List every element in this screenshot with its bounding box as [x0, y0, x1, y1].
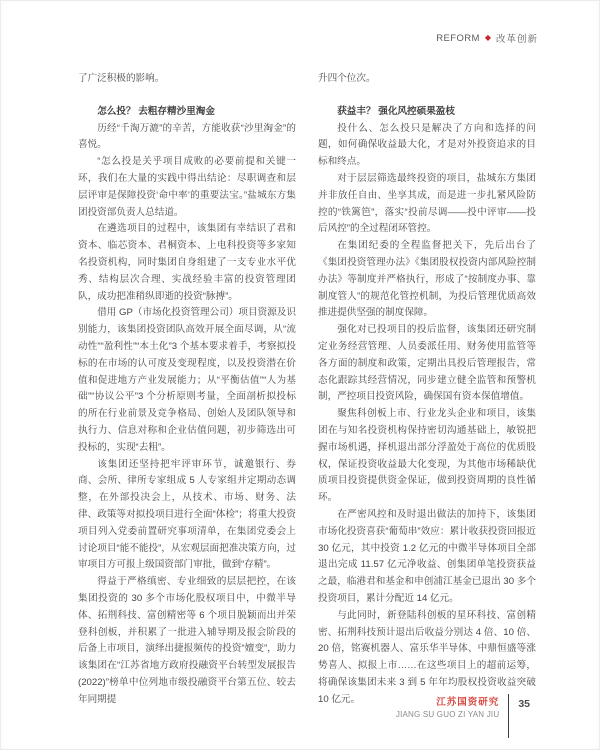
paragraph: 在遴选项目的过程中，该集团有幸结识了君和资本、临芯资本、君桐资本、上电科投资等多家知名投资机构，同时集团自身组建了一支专业水平优秀、结构层次合理、实战经验丰富的投资管理团队，成功把准稍纵即逝的投资“脉搏”。: [78, 223, 296, 302]
reform-label: REFORM: [436, 32, 480, 44]
paragraph: 与此同时，新登陆科创板的星环科技、富创精密、拓荆科技预计退出后收益分别达 4 倍、10 倍、20 倍，铭赛机器人、富乐华半导体、中鼎恒盛等涨势喜人、拟报上市……在这些项目上的超前运筹，将确保该集团未来 3 到 5 年年均股权投资收益突破 10 亿元。: [318, 609, 536, 705]
paragraph: 得益于严格缜密、专业细致的层层把控，在该集团投资的 30 多个市场化股权项目中，中微半导体、拓荆科技、富创精密等 6 个项目脱颖而出并荣登科创板，并积累了一批进入辅导期及报会阶段的后备上市项目，演绎出捷报频传的投资“嬗变”，助力该集团在“江苏省地方政府投融资平台转型发展报告(2022)”榜单中位列地市级投融资平台第五位、较去年同期提: [78, 576, 296, 705]
paragraph: 该集团还坚持把牢评审环节，诚邀银行、券商、会所、律所专家组成 5 人专家组并定期动态调整，在外部投决会上，从技术、市场、财务、法律、政策等对拟投项目进行全面“体检”；将重大投资项目列入党委前置研究事项清单，在集团党委会上讨论项目“能不能投”，从宏观层面把准决策方向，过审项目方可报上级国资部门审批，做到“存精”。: [78, 458, 296, 571]
paragraph: 了广泛积极的影响。: [78, 73, 165, 84]
diamond-icon: ◆: [484, 33, 491, 42]
paragraph: 在集团纪委的全程监督把关下，先后出台了《集团投资管理办法》《集团股权投资内部风险控制办法》等制度并严格执行，形成了“按制度办事、靠制度管人”的规范化管控机制，为投后管理优质高效推进提供坚强的制度保障。: [318, 240, 536, 319]
article-column-right: [318, 71, 536, 708]
journal-name-block: [396, 694, 499, 720]
journal-name: 江苏国资研究: [436, 697, 500, 708]
article-column-left: [78, 71, 296, 708]
paragraph: “怎么投是关乎项目成败的必要前提和关键一环，我们在大量的实践中得出结论：尽职调查和层层评审是保障投资‘命中率’的重要法宝。”盐城东方集团投资部负责人总结道。: [78, 156, 296, 218]
journal-pinyin: JIANG SU GUO ZI YAN JIU: [395, 710, 500, 719]
section-heading: 怎么投？ 去粗存精沙里淘金: [97, 105, 215, 117]
article-body: [78, 71, 536, 708]
page-number: 35: [518, 698, 530, 710]
paragraph: 在严密风控和及时退出做法的加持下，该集团市场化投资喜获“葡萄串”效应：累计收获投资回报近 30 亿元，其中投资 1.2 亿元的中微半导体项目全部退出完成 11.57 亿元净收益、创集团单笔投资获益之最，临港君和基金和申创浦江基金已退出 30 多个投资项目，累计分配近 14 亿元。: [318, 508, 536, 604]
section-heading: 获益丰？ 强化风控硕果盈枝: [337, 105, 455, 117]
paragraph: 借用 GP（市场化投资管理公司）项目资源及识别能力，该集团投资团队高效开展全面尽调，从“流动性”“盈利性”“本土化”3 个基本要求着手，考察拟投标的在市场的认可度及变现程度，以及投资潜在价值和促进地方产业发展能力；从“平衡估值”“人为基础”“协议公平”3 个分析原则考量，全面剖析拟投标的所在行业前景及竞争格局、创始人及团队领导和执行力、信息对称和企业估值问题，初步筛选出可投标的，实现“去粗”。: [78, 307, 296, 453]
paragraph: 对于层层筛选最终投资的项目，盐城东方集团并非放任自由、坐享其成，而是进一步扎紧风险防控的“铁篱笆”，落实“投前尽调——投中评审——投后风控”的全过程闭环管控。: [318, 172, 536, 235]
page-header: [436, 31, 538, 45]
page-footer: [396, 694, 530, 738]
paragraph: 升四个位次。: [318, 73, 376, 84]
footer-divider: [508, 694, 509, 738]
paragraph: 投什么、怎么投只是解决了方向和选择的问题，如何确保收益最大化，才是对外投资追求的目标和终点。: [318, 122, 536, 168]
paragraph: 历经“千淘万漉”的辛苦，方能收获“沙里淘金”的喜悦。: [78, 122, 296, 151]
paragraph: 聚焦科创板上市、行业龙头企业和项目，该集团在与知名投资机构保持密切沟通基础上，敏锐把握市场机遇，择机退出部分浮盈处于高位的优质股权，保证投资收益最大化变现，为其他市场稀缺优质项目投资提供资金保证，做到投资周期的良性循环。: [318, 408, 536, 504]
paragraph: 强化对已投项目的投后监督，该集团还研究制定业务经营管理、人员委派任用、财务使用监管等各方面的制度和政策，定期出具投后管理报告，常态化跟踪其经营情况，同步建立健全监管和预警机制，严控项目投资风险，确保国有资本保值增值。: [318, 324, 536, 403]
section-label: 改革创新: [495, 34, 538, 45]
